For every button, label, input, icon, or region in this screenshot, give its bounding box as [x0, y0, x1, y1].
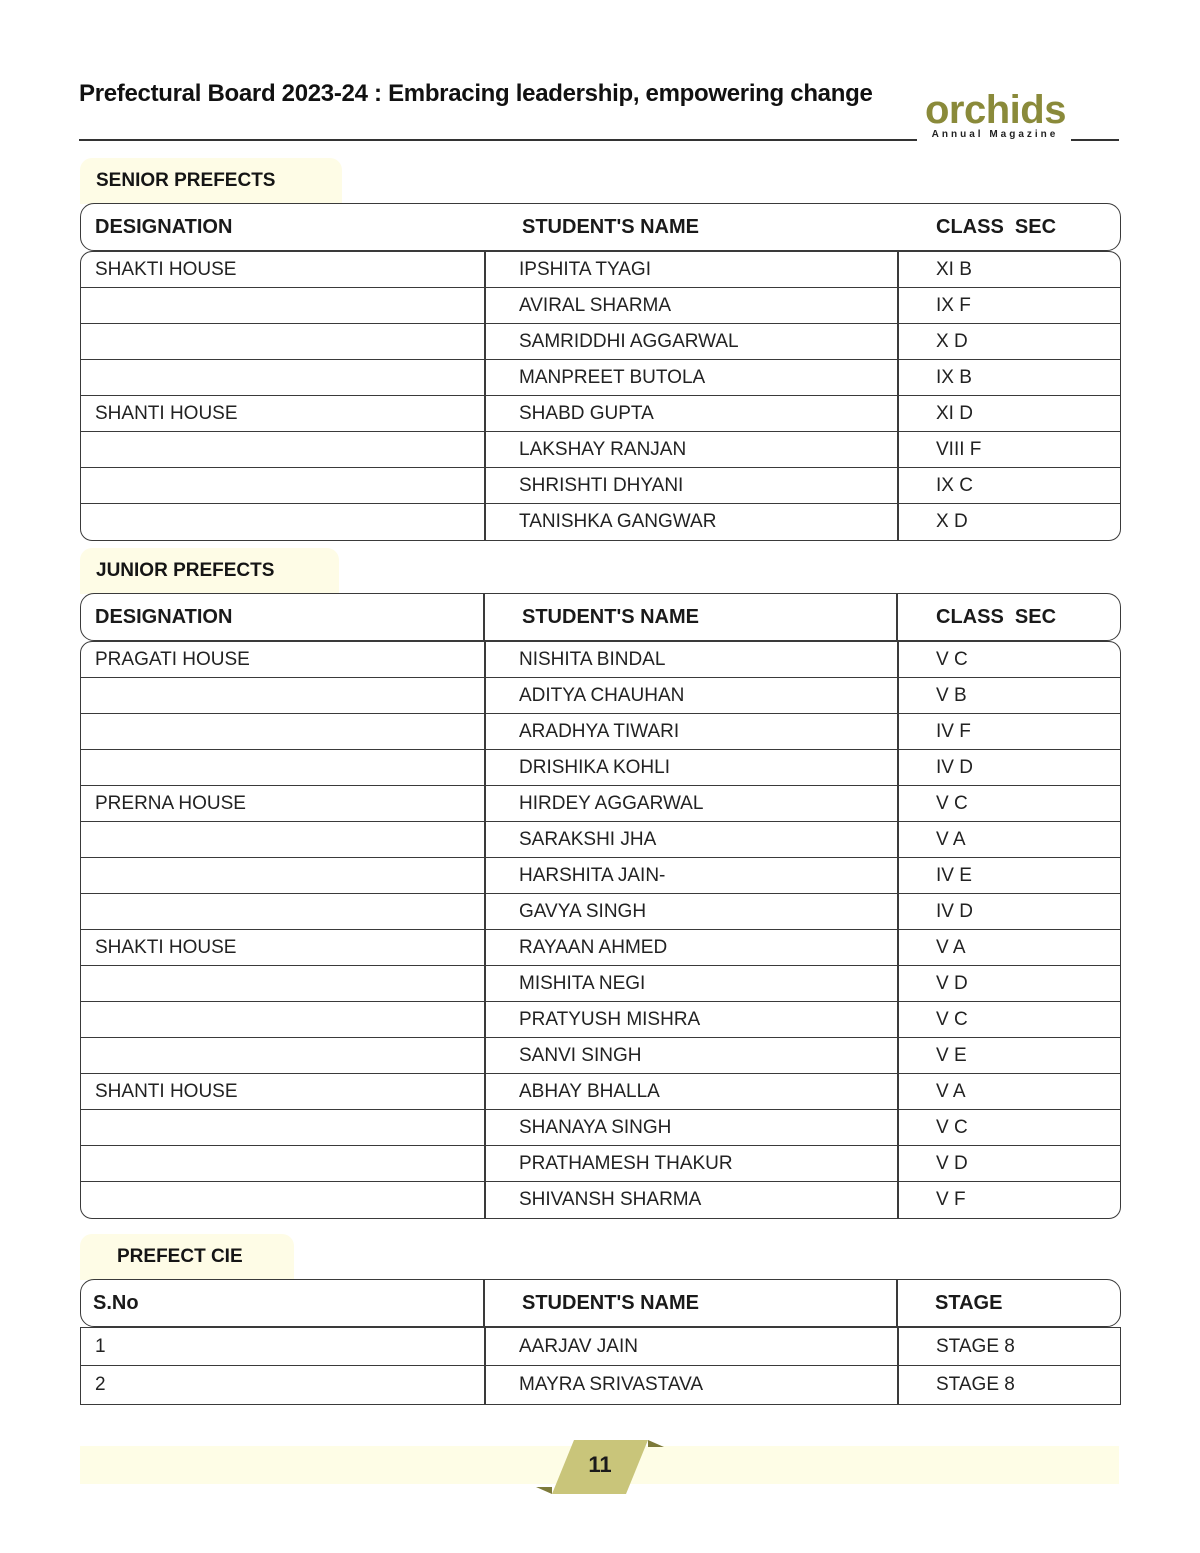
prefect-cie-label: PREFECT CIE — [80, 1234, 294, 1280]
table-row — [81, 1328, 1120, 1366]
table-header — [80, 1279, 1121, 1327]
column-divider — [484, 642, 486, 677]
column-header-student-name: STUDENT'S NAME — [522, 606, 699, 628]
table-row — [81, 1146, 1120, 1182]
column-divider — [484, 1002, 486, 1037]
page-title: Prefectural Board 2023-24 : Embracing leadership, empowering change — [79, 80, 873, 107]
column-divider — [897, 504, 899, 540]
class-sec-cell: X D — [936, 331, 968, 352]
junior-prefects-table — [80, 593, 1121, 1219]
table-row — [81, 252, 1120, 288]
table-row — [81, 786, 1120, 822]
column-divider — [484, 822, 486, 857]
column-header-designation: DESIGNATION — [95, 606, 233, 628]
class-sec-cell: V E — [936, 1045, 967, 1066]
column-divider — [897, 288, 899, 323]
class-sec-cell: XI D — [936, 403, 973, 424]
student-name-cell: SARAKSHI JHA — [519, 829, 657, 850]
column-divider — [897, 1182, 899, 1218]
table-row — [81, 396, 1120, 432]
column-divider — [897, 324, 899, 359]
student-name-cell: AVIRAL SHARMA — [519, 295, 672, 316]
column-divider — [484, 252, 486, 287]
student-name-cell: HIRDEY AGGARWAL — [519, 793, 704, 814]
student-name-cell: RAYAAN AHMED — [519, 937, 668, 958]
designation-cell: PRAGATI HOUSE — [95, 649, 250, 670]
column-divider — [484, 1110, 486, 1145]
column-header-designation: DESIGNATION — [95, 216, 233, 238]
column-divider — [483, 1279, 485, 1327]
column-divider — [897, 894, 899, 929]
class-sec-cell: V F — [936, 1189, 966, 1210]
column-divider — [897, 714, 899, 749]
table-row — [81, 930, 1120, 966]
column-divider — [896, 1279, 898, 1327]
class-sec-cell: IV D — [936, 757, 973, 778]
class-sec-cell: IV D — [936, 901, 973, 922]
table-row — [81, 966, 1120, 1002]
class-sec-cell: VIII F — [936, 439, 982, 460]
table-header — [80, 203, 1121, 251]
column-divider — [484, 468, 486, 503]
prefect-cie-table — [80, 1279, 1121, 1405]
class-sec-cell: V D — [936, 1153, 968, 1174]
column-divider — [484, 678, 486, 713]
column-divider — [484, 894, 486, 929]
column-header-student-name: STUDENT'S NAME — [522, 1292, 699, 1314]
logo-subtitle: Annual Magazine — [931, 129, 1059, 140]
student-name-cell: SAMRIDDHI AGGARWAL — [519, 331, 739, 352]
column-divider — [897, 1110, 899, 1145]
column-divider — [484, 288, 486, 323]
column-divider — [897, 1366, 899, 1404]
student-name-cell: SHIVANSH SHARMA — [519, 1189, 702, 1210]
senior-prefects-label: SENIOR PREFECTS — [80, 158, 342, 204]
class-sec-cell: IX F — [936, 295, 971, 316]
student-name-cell: NISHITA BINDAL — [519, 649, 666, 670]
column-divider — [897, 1002, 899, 1037]
column-divider — [897, 750, 899, 785]
table-body — [80, 251, 1121, 541]
student-name-cell: MAYRA SRIVASTAVA — [519, 1374, 704, 1395]
column-divider — [484, 1038, 486, 1073]
student-name-cell: LAKSHAY RANJAN — [519, 439, 687, 460]
column-divider — [897, 1146, 899, 1181]
column-divider — [897, 432, 899, 467]
table-row — [81, 360, 1120, 396]
column-divider — [897, 468, 899, 503]
orchids-logo — [925, 90, 1065, 140]
table-row — [81, 468, 1120, 504]
student-name-cell: GAVYA SINGH — [519, 901, 647, 922]
table-row — [81, 432, 1120, 468]
column-divider — [484, 714, 486, 749]
class-sec-cell: V D — [936, 973, 968, 994]
table-row — [81, 1110, 1120, 1146]
student-name-cell: ARADHYA TIWARI — [519, 721, 680, 742]
column-divider — [483, 593, 485, 641]
student-name-cell: HARSHITA JAIN- — [519, 865, 666, 886]
table-header — [80, 593, 1121, 641]
student-name-cell: PRATHAMESH THAKUR — [519, 1153, 733, 1174]
column-divider — [897, 396, 899, 431]
column-divider — [484, 504, 486, 540]
column-divider — [484, 966, 486, 1001]
column-divider — [897, 786, 899, 821]
student-name-cell: SANVI SINGH — [519, 1045, 642, 1066]
designation-cell: PRERNA HOUSE — [95, 793, 246, 814]
logo-wordmark: orchids — [925, 88, 1066, 132]
class-sec-cell: V C — [936, 793, 968, 814]
column-divider — [897, 642, 899, 677]
student-name-cell: SHABD GUPTA — [519, 403, 654, 424]
column-divider — [897, 966, 899, 1001]
student-name-cell: SHRISHTI DHYANI — [519, 475, 684, 496]
column-divider — [484, 1366, 486, 1404]
column-header-sno: S.No — [93, 1292, 139, 1314]
column-header-class-sec: CLASS SEC — [936, 606, 1057, 628]
designation-cell: SHANTI HOUSE — [95, 1081, 238, 1102]
student-name-cell: PRATYUSH MISHRA — [519, 1009, 701, 1030]
column-divider — [897, 1038, 899, 1073]
class-sec-cell: IX C — [936, 475, 973, 496]
column-divider — [484, 1182, 486, 1218]
table-row — [81, 1002, 1120, 1038]
senior-prefects-table — [80, 203, 1121, 541]
class-sec-cell: V C — [936, 649, 968, 670]
column-divider — [484, 858, 486, 893]
column-divider — [897, 858, 899, 893]
stage-cell: STAGE 8 — [936, 1336, 1015, 1357]
designation-cell: SHAKTI HOUSE — [95, 937, 237, 958]
badge-fold-right — [648, 1440, 664, 1447]
table-row — [81, 750, 1120, 786]
column-divider — [897, 360, 899, 395]
student-name-cell: MANPREET BUTOLA — [519, 367, 706, 388]
class-sec-cell: XI B — [936, 259, 972, 280]
student-name-cell: DRISHIKA KOHLI — [519, 757, 670, 778]
student-name-cell: TANISHKA GANGWAR — [519, 511, 717, 532]
table-row — [81, 678, 1120, 714]
class-sec-cell: V C — [936, 1117, 968, 1138]
column-divider — [897, 678, 899, 713]
class-sec-cell: IV E — [936, 865, 972, 886]
table-row — [81, 858, 1120, 894]
serial-number-cell: 1 — [95, 1336, 106, 1357]
table-row — [81, 714, 1120, 750]
header-rule-left — [79, 139, 917, 141]
page-number: 11 — [588, 1452, 612, 1477]
table-row — [81, 1366, 1120, 1404]
student-name-cell: AARJAV JAIN — [519, 1336, 638, 1357]
table-row — [81, 1182, 1120, 1218]
column-header-class-sec: CLASS SEC — [936, 216, 1057, 238]
table-row — [81, 504, 1120, 540]
table-body — [80, 1327, 1121, 1405]
column-divider — [896, 593, 898, 641]
serial-number-cell: 2 — [95, 1374, 106, 1395]
column-divider — [897, 252, 899, 287]
column-divider — [484, 750, 486, 785]
class-sec-cell: V A — [936, 829, 966, 850]
class-sec-cell: IV F — [936, 721, 971, 742]
column-header-stage: STAGE — [935, 1292, 1003, 1314]
class-sec-cell: V A — [936, 937, 966, 958]
designation-cell: SHAKTI HOUSE — [95, 259, 237, 280]
table-row — [81, 822, 1120, 858]
column-divider — [484, 324, 486, 359]
column-header-student-name: STUDENT'S NAME — [522, 216, 699, 238]
column-divider — [484, 930, 486, 965]
table-row — [81, 1074, 1120, 1110]
table-row — [81, 1038, 1120, 1074]
column-divider — [484, 432, 486, 467]
column-divider — [484, 1328, 486, 1365]
table-row — [81, 642, 1120, 678]
table-row — [81, 324, 1120, 360]
header-rule-right — [1071, 139, 1119, 141]
table-body — [80, 641, 1121, 1219]
student-name-cell: SHANAYA SINGH — [519, 1117, 672, 1138]
column-divider — [897, 1328, 899, 1365]
table-row — [81, 894, 1120, 930]
column-divider — [484, 786, 486, 821]
class-sec-cell: V B — [936, 685, 967, 706]
column-divider — [484, 360, 486, 395]
student-name-cell: ABHAY BHALLA — [519, 1081, 660, 1102]
student-name-cell: ADITYA CHAUHAN — [519, 685, 685, 706]
column-divider — [897, 1074, 899, 1109]
column-divider — [484, 396, 486, 431]
class-sec-cell: IX B — [936, 367, 972, 388]
column-divider — [484, 1146, 486, 1181]
class-sec-cell: V A — [936, 1081, 966, 1102]
column-divider — [897, 822, 899, 857]
stage-cell: STAGE 8 — [936, 1374, 1015, 1395]
student-name-cell: MISHITA NEGI — [519, 973, 646, 994]
junior-prefects-label: JUNIOR PREFECTS — [80, 548, 339, 594]
table-row — [81, 288, 1120, 324]
designation-cell: SHANTI HOUSE — [95, 403, 238, 424]
student-name-cell: IPSHITA TYAGI — [519, 259, 651, 280]
column-divider — [484, 1074, 486, 1109]
badge-fold-left — [536, 1487, 552, 1494]
column-divider — [897, 930, 899, 965]
class-sec-cell: X D — [936, 511, 968, 532]
class-sec-cell: V C — [936, 1009, 968, 1030]
